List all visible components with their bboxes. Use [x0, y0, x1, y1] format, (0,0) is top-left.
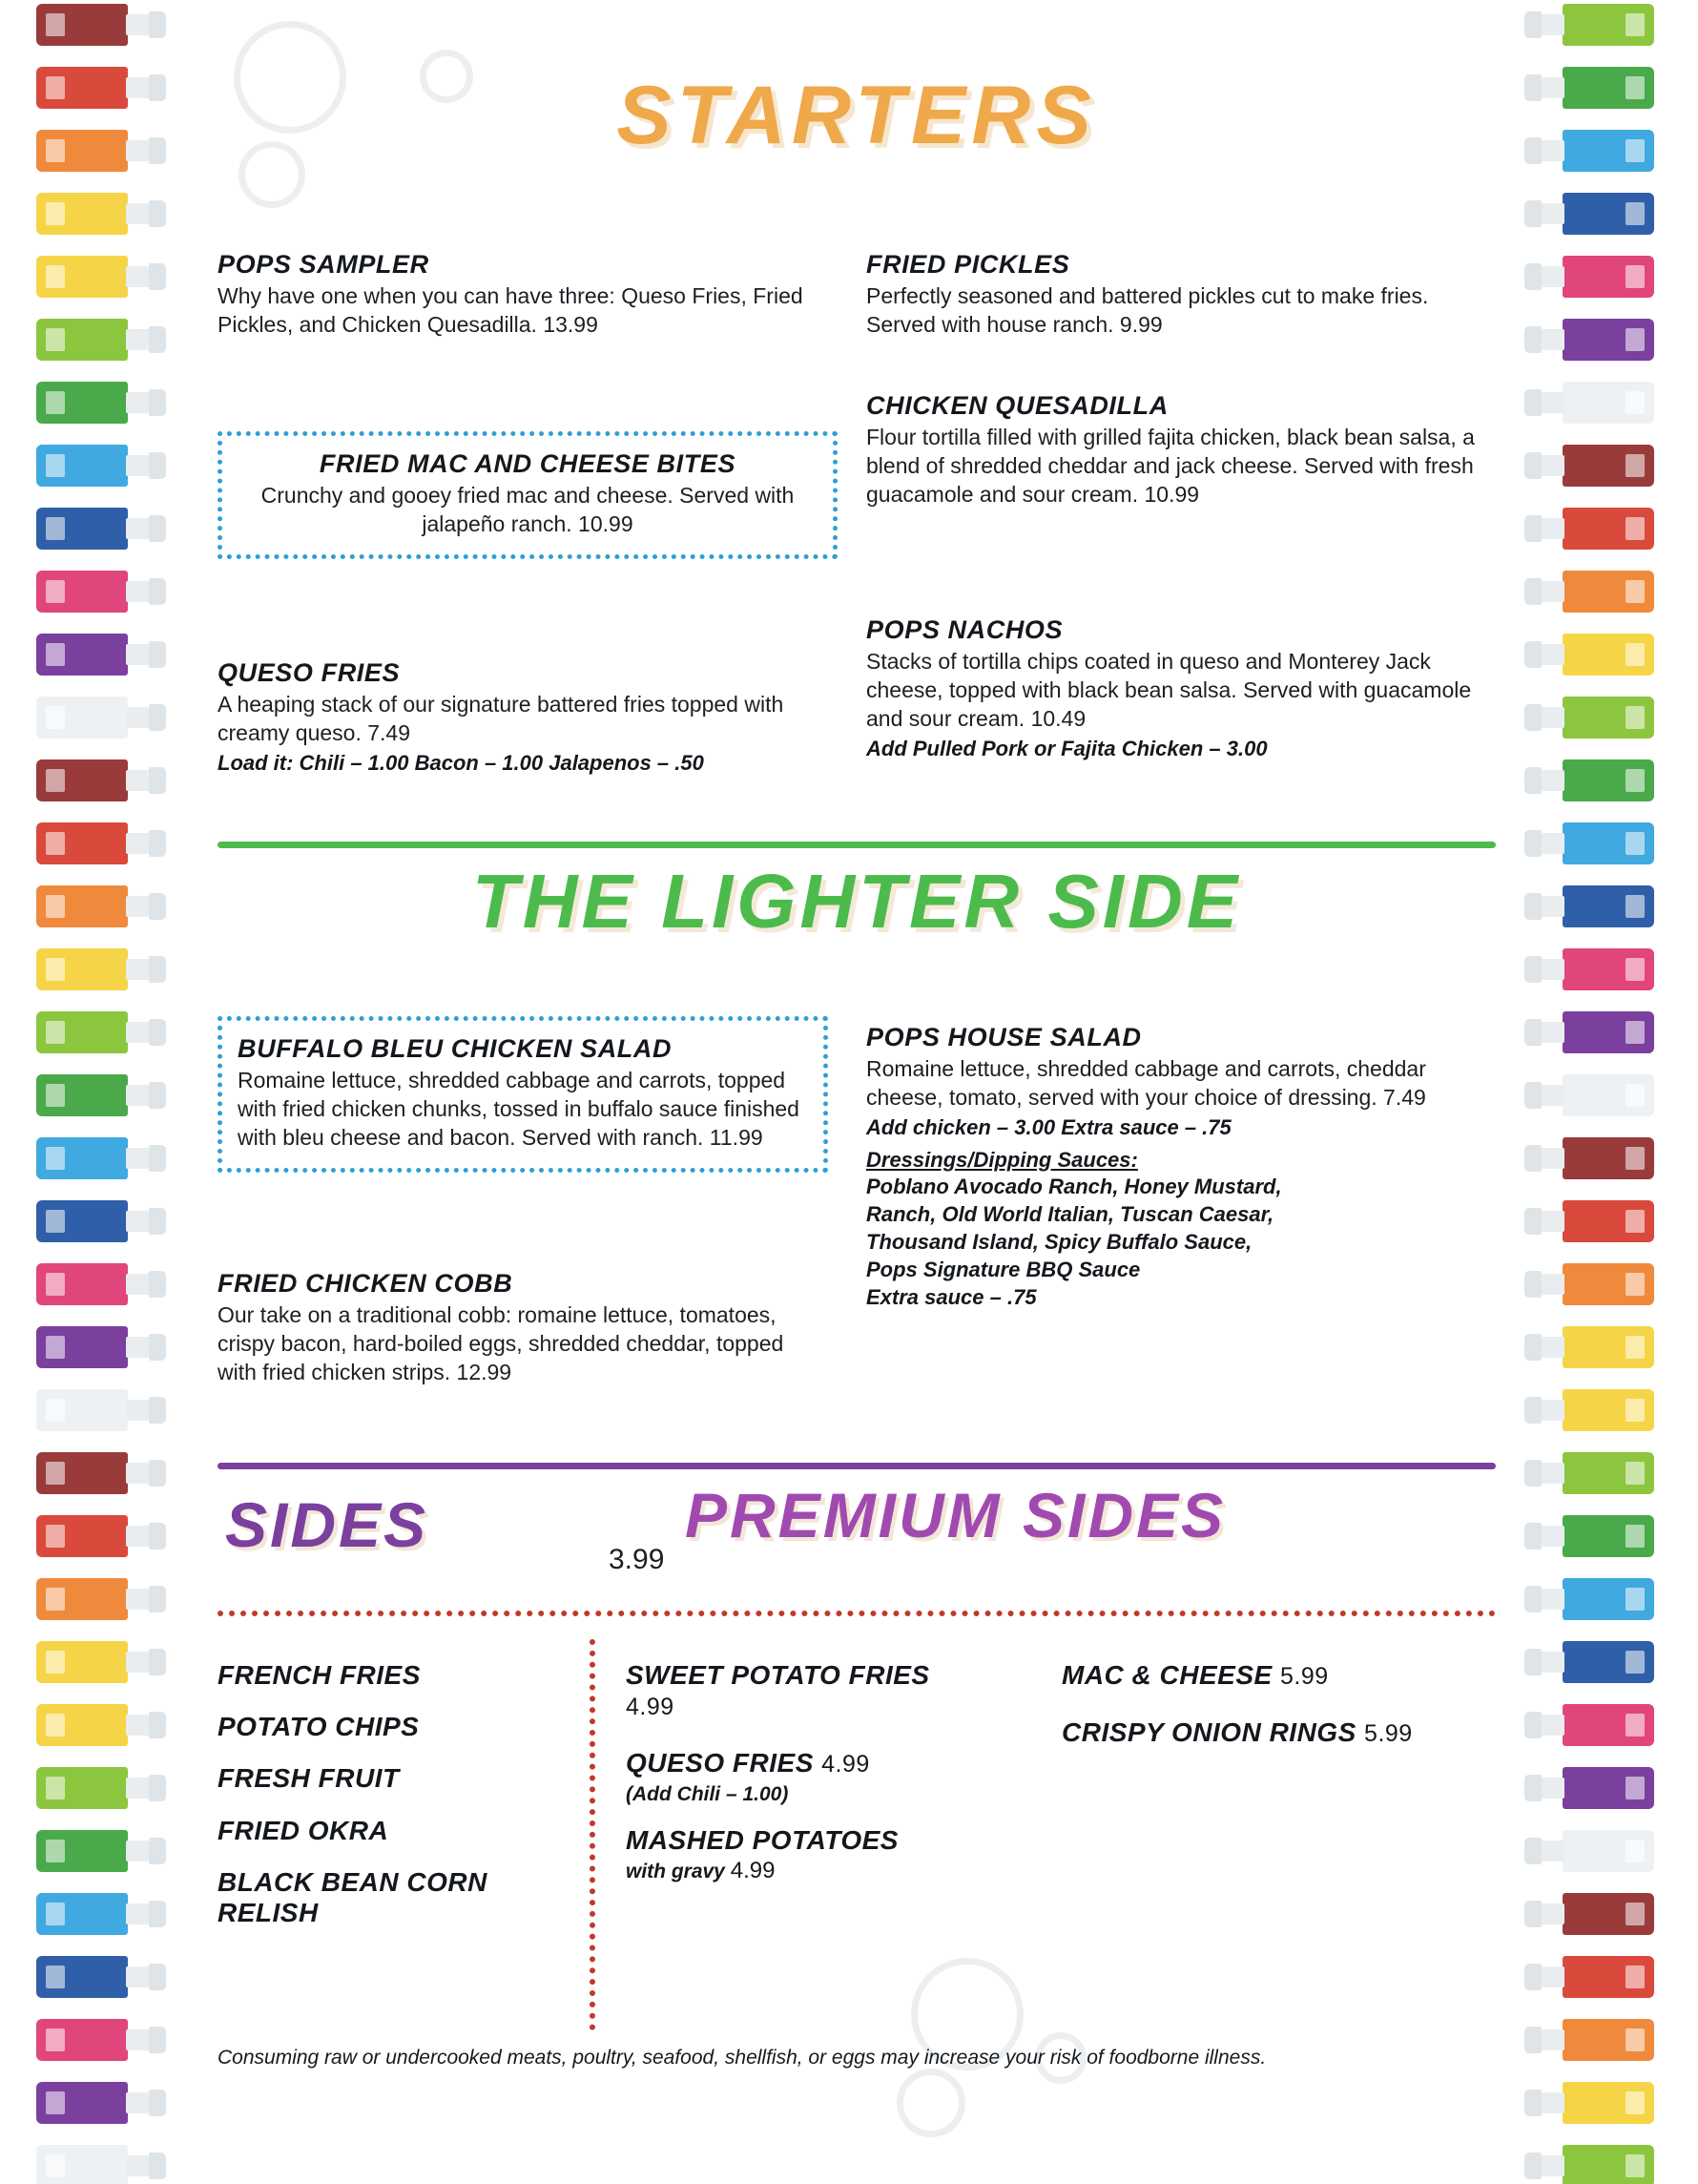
premium-sides-column-2 [1062, 1660, 1443, 1769]
bottle-icon [36, 1322, 170, 1372]
bottle-icon [36, 1008, 170, 1057]
bottle-icon [1521, 1196, 1654, 1246]
bottle-icon [36, 1385, 170, 1435]
item-name: BUFFALO BLEU CHICKEN SALAD [238, 1034, 673, 1063]
side-item: FRENCH FRIES [217, 1660, 421, 1690]
side-item [626, 1825, 931, 1856]
divider-purple [217, 1463, 1496, 1469]
bottle-icon [36, 0, 170, 50]
bottle-icon [1521, 252, 1654, 302]
bottle-icon [36, 1763, 170, 1813]
bottle-icon [36, 1826, 170, 1876]
bottle-icon [1521, 693, 1654, 742]
bottle-icon [1521, 1322, 1654, 1372]
lighter-buffalo-bleu-chicken-salad [217, 1016, 828, 1173]
item-name: QUESO FRIES [217, 658, 401, 687]
bottle-icon [36, 1889, 170, 1939]
bottle-icon [1521, 1134, 1654, 1183]
dressing-line: Thousand Island, Spicy Buffalo Sauce, [866, 1229, 1253, 1254]
bottle-icon [36, 2015, 170, 2065]
lighter-fried-chicken-cobb [217, 1269, 828, 1387]
item-name: FRIED CHICKEN COBB [217, 1269, 513, 1298]
starters-pops-nachos [866, 615, 1477, 763]
item-addon: Add Pulled Pork or Fajita Chicken – 3.00 [866, 736, 1268, 760]
bottle-icon [1521, 2015, 1654, 2065]
bottle-icon [36, 567, 170, 616]
side-item [626, 1660, 931, 1721]
dressing-line: Pops Signature BBQ Sauce [866, 1257, 1141, 1281]
bottle-icon [1521, 1763, 1654, 1813]
bottle-icon [1521, 1889, 1654, 1939]
menu-page [208, 0, 1505, 2184]
bottle-icon [1521, 2078, 1654, 2128]
bottle-icon [1521, 1700, 1654, 1750]
divider-green [217, 842, 1496, 848]
bottle-icon [36, 1134, 170, 1183]
bottle-icon [1521, 1259, 1654, 1309]
bottle-border-right [1521, 0, 1662, 2184]
section-title-sides: SIDES [225, 1489, 429, 1560]
lighter-pops-house-salad [866, 1023, 1477, 1311]
bottle-icon [1521, 126, 1654, 176]
side-item-price: 5.99 [1364, 1720, 1413, 1748]
bottle-icon [1521, 882, 1654, 931]
bottle-icon [36, 315, 170, 364]
bottle-icon [36, 1574, 170, 1624]
bottle-icon [1521, 2141, 1654, 2184]
bottle-icon [1521, 1511, 1654, 1561]
bottle-icon [36, 63, 170, 113]
bottle-icon [36, 504, 170, 553]
item-description: Crunchy and gooey fried mac and cheese. Served with jalapeño ranch. 10.99 [260, 483, 795, 537]
item-description: A heaping stack of our signature battered fries topped with creamy queso. 7.49 [217, 692, 784, 746]
bottle-icon [1521, 0, 1654, 50]
divider-dotted-red [217, 1611, 1496, 1616]
bottle-icon [36, 2078, 170, 2128]
bottle-icon [1521, 567, 1654, 616]
bottle-icon [36, 126, 170, 176]
item-name: POPS HOUSE SALAD [866, 1023, 1142, 1051]
starters-fried-pickles [866, 250, 1477, 340]
premium-sides-column-1 [626, 1660, 931, 1903]
side-item-price: 4.99 [821, 1751, 870, 1778]
bottle-icon [1521, 1574, 1654, 1624]
bottle-icon [1521, 441, 1654, 490]
bottle-icon [36, 1071, 170, 1120]
bottle-icon [36, 441, 170, 490]
bottle-icon [36, 693, 170, 742]
bottle-icon [36, 1196, 170, 1246]
item-description: Our take on a traditional cobb: romaine lettuce, tomatoes, crispy bacon, hard-boiled eggs, shredded cheddar, topped with fried chicken strips. 12.99 [217, 1302, 784, 1385]
item-description: Why have one when you can have three: Queso Fries, Fried Pickles, and Chicken Quesadilla. 13.99 [217, 283, 803, 338]
bottle-icon [36, 2141, 170, 2184]
dressing-line: Ranch, Old World Italian, Tuscan Caesar, [866, 1201, 1274, 1226]
bottle-icon [36, 756, 170, 805]
item-description: Stacks of tortilla chips coated in queso and Monterey Jack cheese, topped with black bean salsa. Served with guacamole and sour cream. 10.49 [866, 649, 1472, 732]
side-item: FRIED OKRA [217, 1815, 389, 1845]
item-name: POPS NACHOS [866, 615, 1064, 644]
section-title-lighter-side: THE LIGHTER SIDE [471, 859, 1242, 944]
bottle-icon [1521, 1071, 1654, 1120]
bottle-icon [1521, 1952, 1654, 2002]
item-description: Romaine lettuce, shredded cabbage and carrots, topped with fried chicken chunks, tossed in buffalo sauce finished with bleu cheese and bacon. Served with ranch. 11.99 [238, 1068, 799, 1151]
dressing-line: Extra sauce – .75 [866, 1284, 1037, 1309]
dressings-label: Dressings/Dipping Sauces: [866, 1147, 1138, 1172]
side-item: BLACK BEAN CORN RELISH [217, 1866, 487, 1927]
side-item [1062, 1717, 1443, 1748]
bottle-icon [1521, 63, 1654, 113]
item-name: CHICKEN QUESADILLA [866, 391, 1169, 420]
side-item: FRESH FRUIT [217, 1763, 400, 1794]
side-item-name: MAC & CHEESE [1062, 1660, 1273, 1690]
side-item [626, 1748, 931, 1778]
bottle-icon [36, 1637, 170, 1687]
bottle-icon [1521, 1826, 1654, 1876]
sides-price: 3.99 [609, 1544, 665, 1575]
bottle-border-left [36, 0, 177, 2184]
starters-pops-sampler [217, 250, 828, 340]
side-item-name: SWEET POTATO FRIES [626, 1660, 930, 1690]
bottle-icon [1521, 1008, 1654, 1057]
item-name: POPS SAMPLER [217, 250, 429, 279]
side-item-price: 5.99 [1279, 1663, 1329, 1690]
item-name: FRIED MAC AND CHEESE BITES [319, 449, 736, 478]
starters-queso-fries [217, 658, 828, 778]
bottle-icon [1521, 315, 1654, 364]
item-description: Romaine lettuce, shredded cabbage and carrots, cheddar cheese, tomato, served with your choice of dressing. 7.49 [866, 1056, 1426, 1111]
bottle-icon [1521, 504, 1654, 553]
bottle-icon [1521, 630, 1654, 679]
sides-basic-list [217, 1660, 570, 1949]
bottle-icon [36, 189, 170, 239]
bottle-icon [36, 945, 170, 994]
bottle-icon [1521, 189, 1654, 239]
item-addon: Add chicken – 3.00 Extra sauce – .75 [866, 1115, 1232, 1140]
disclaimer-text: Consuming raw or undercooked meats, poultry, seafood, shellfish, or eggs may increase your risk of foodborne illness. [217, 2047, 1267, 2069]
item-name: FRIED PICKLES [866, 250, 1070, 279]
bottle-icon [36, 252, 170, 302]
side-item-name: MASHED POTATOES [626, 1824, 899, 1855]
divider-dotted-vertical [590, 1639, 595, 2030]
bottle-icon [1521, 945, 1654, 994]
bottle-icon [1521, 1385, 1654, 1435]
bottle-icon [1521, 378, 1654, 427]
starters-fried-mac-and-cheese-bites [217, 431, 838, 559]
section-title-starters: STARTERS [616, 70, 1097, 161]
side-item-price: 4.99 [626, 1694, 674, 1721]
bottle-icon [36, 1700, 170, 1750]
side-item-name: CRISPY ONION RINGS [1062, 1717, 1356, 1748]
side-item-name: QUESO FRIES [626, 1748, 814, 1778]
side-item-note: (Add Chili – 1.00) [626, 1782, 789, 1805]
bottle-icon [1521, 1637, 1654, 1687]
item-description: Perfectly seasoned and battered pickles cut to make fries. Served with house ranch. 9.99 [866, 283, 1429, 338]
bottle-icon [36, 1448, 170, 1498]
bottle-icon [36, 1952, 170, 2002]
side-item [1062, 1660, 1443, 1691]
side-item-note [626, 1858, 931, 1884]
bottle-icon [36, 1259, 170, 1309]
bottle-icon [36, 378, 170, 427]
side-item: POTATO CHIPS [217, 1712, 420, 1742]
side-item-price: 4.99 [730, 1857, 776, 1883]
bottle-icon [36, 630, 170, 679]
bottle-icon [36, 819, 170, 868]
bottle-icon [1521, 1448, 1654, 1498]
side-item-note-text: with gravy [626, 1860, 725, 1882]
bottle-icon [1521, 819, 1654, 868]
dressing-line: Poblano Avocado Ranch, Honey Mustard, [866, 1174, 1282, 1198]
section-title-premium-sides: PREMIUM SIDES [685, 1480, 1227, 1550]
bottle-icon [36, 1511, 170, 1561]
starters-chicken-quesadilla [866, 391, 1477, 510]
bottle-icon [36, 882, 170, 931]
item-description: Flour tortilla filled with grilled fajita chicken, black bean salsa, a blend of shredded cheddar and jack cheese. Served with fresh guacamole and sour cream. 10.99 [866, 425, 1475, 508]
bottle-icon [1521, 756, 1654, 805]
item-addon: Load it: Chili – 1.00 Bacon – 1.00 Jalapenos – .50 [217, 751, 704, 776]
